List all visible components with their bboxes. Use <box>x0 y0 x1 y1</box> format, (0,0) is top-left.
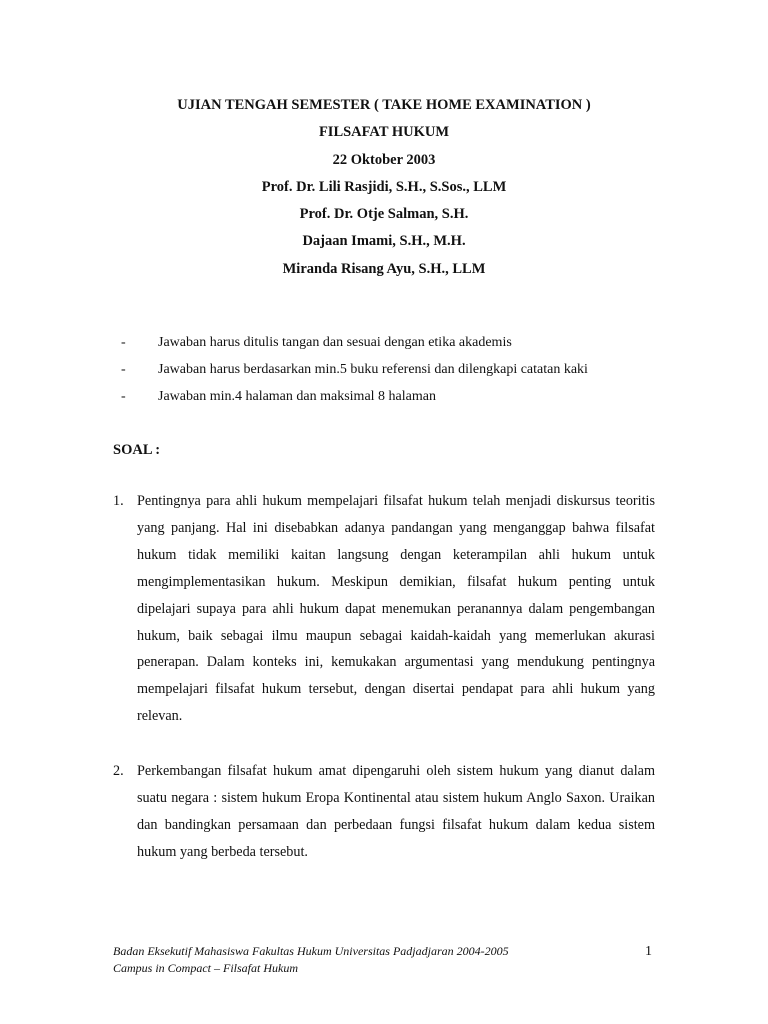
rule-bullet: - <box>121 335 126 350</box>
rule-text: Jawaban harus berdasarkan min.5 buku referensi dan dilengkapi catatan kaki <box>158 362 588 377</box>
exam-date: 22 Oktober 2003 <box>332 151 436 168</box>
question-number: 2. <box>113 763 124 779</box>
question-item <box>113 758 655 866</box>
question-text: Perkembangan filsafat hukum amat dipengaruhi oleh sistem hukum yang dianut dalam suatu negara : sistem hukum Eropa Kontinental atau sistem hukum Anglo Saxon. Uraikan dan bandingkan persamaan dan perbedaan fungsi filsafat hukum dalam kedua sistem hukum yang berbeda tersebut. <box>137 763 655 860</box>
question-text: Pentingnya para ahli hukum mempelajari filsafat hukum telah menjadi diskursus teoritis yang panjang. Hal ini disebabkan adanya pandangan yang menganggap bahwa filsafat hukum tidak memiliki kaitan langsung dengan keterampilan ahli hukum untuk mengimplementasikan hukum. Meskipun demikian, filsafat hukum penting untuk dipelajari supaya para ahli hukum dapat menemukan peranannya dalam pengembangan hukum, baik sebagai ilmu maupun sebagai kaidah-kaidah yang memerlukan akurasi penerapan. Dalam konteks ini, kemukakan argumentasi yang mendukung pentingnya mempelajari filsafat hukum tersebut, dengan disertai pendapat para ahli hukum yang relevan. <box>137 493 655 725</box>
lecturer-name: Prof. Dr. Otje Salman, S.H. <box>299 206 469 223</box>
rule-text: Jawaban harus ditulis tangan dan sesuai dengan etika akademis <box>158 335 512 350</box>
page-number: 1 <box>645 944 652 959</box>
question-number: 1. <box>113 493 124 509</box>
lecturer-name: Prof. Dr. Lili Rasjidi, S.H., S.Sos., LLM <box>261 178 507 195</box>
rule-item <box>121 329 588 356</box>
exam-rules-list <box>121 329 588 410</box>
exam-title: UJIAN TENGAH SEMESTER ( TAKE HOME EXAMINATION ) <box>177 97 591 113</box>
footer-line-series: Campus in Compact – Filsafat Hukum <box>113 961 298 975</box>
lecturer-name: Dajaan Imami, S.H., M.H. <box>302 233 466 250</box>
rule-bullet: - <box>121 389 126 404</box>
page-footer <box>113 943 509 977</box>
exam-subject: FILSAFAT HUKUM <box>318 124 450 141</box>
exam-header <box>0 92 768 283</box>
question-item <box>113 488 655 730</box>
questions-heading: SOAL : <box>113 442 161 458</box>
rule-item <box>121 356 588 383</box>
footer-line-organization: Badan Eksekutif Mahasiswa Fakultas Hukum Universitas Padjadjaran 2004-2005 <box>113 944 509 958</box>
rule-bullet: - <box>121 362 126 377</box>
rule-item <box>121 383 588 410</box>
lecturer-name: Miranda Risang Ayu, S.H., LLM <box>282 260 486 277</box>
rule-text: Jawaban min.4 halaman dan maksimal 8 halaman <box>158 389 436 404</box>
